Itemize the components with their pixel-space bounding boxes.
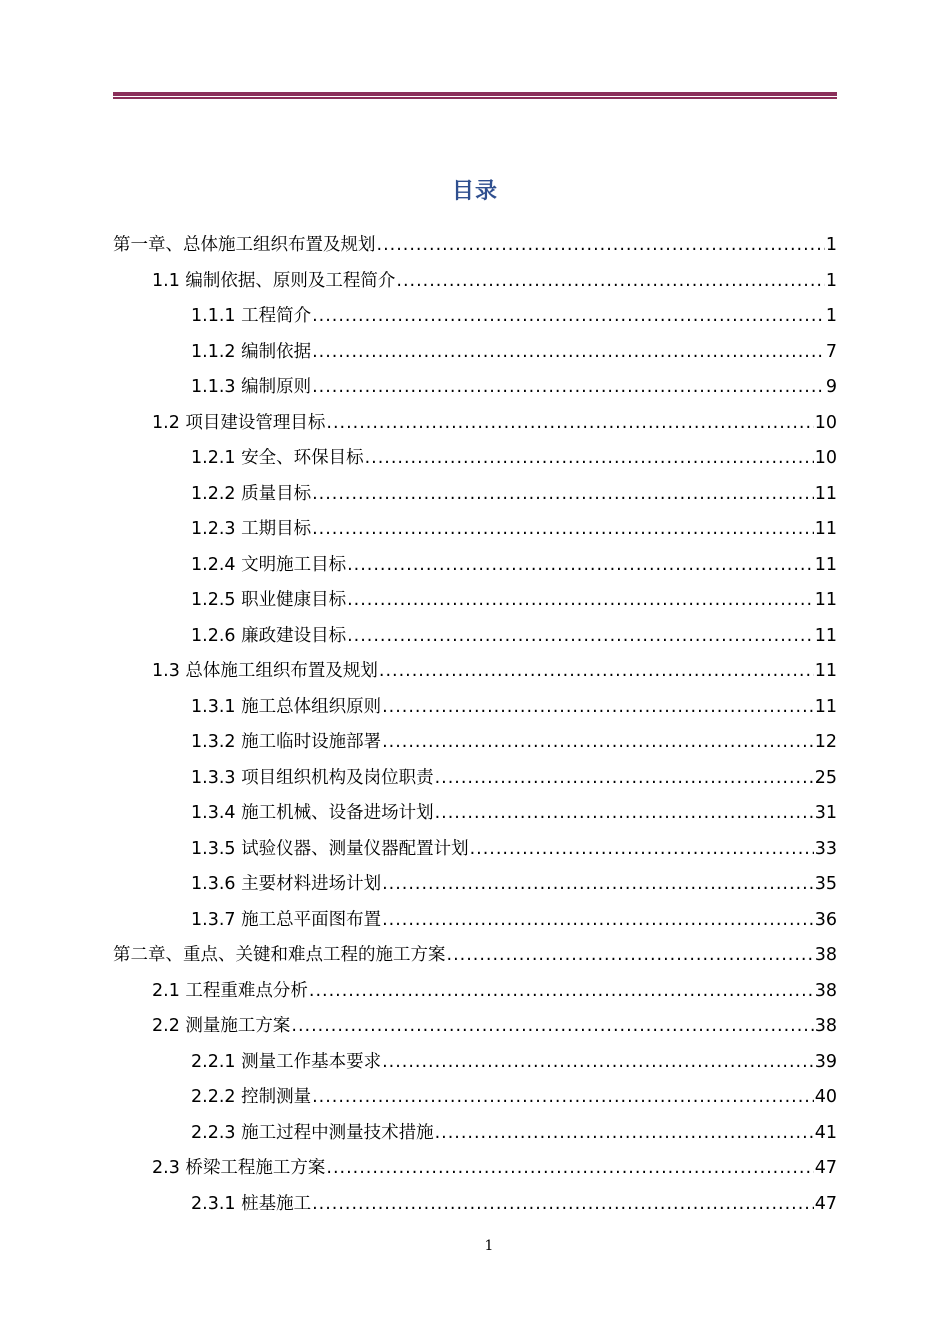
toc-entry[interactable] [113, 406, 837, 442]
toc-dot-leader [312, 299, 825, 335]
toc-entry[interactable] [113, 619, 837, 655]
toc-entry[interactable] [113, 1080, 837, 1116]
toc-entry-label: 1.2.4 文明施工目标 [191, 554, 347, 575]
toc-entry-page: 1 [825, 306, 837, 326]
toc-dot-leader [382, 725, 814, 761]
toc-dot-leader [312, 512, 814, 548]
toc-entry-label: 1.1.1 工程简介 [191, 306, 312, 326]
toc-entry-page: 10 [814, 448, 837, 468]
toc-entry-label: 第二章、重点、关键和难点工程的施工方案 [113, 945, 446, 965]
toc-entry[interactable] [113, 583, 837, 619]
toc-entry[interactable] [113, 938, 837, 974]
toc-dot-leader [309, 974, 814, 1010]
toc-entry[interactable] [113, 299, 837, 335]
toc-entry-page: 11 [814, 625, 837, 646]
toc-entry-page: 38 [814, 1016, 837, 1036]
toc-entry-label: 1.3.1 施工总体组织原则 [191, 696, 382, 717]
toc-entry[interactable] [113, 690, 837, 726]
toc-entry-label: 2.2 测量施工方案 [152, 1016, 291, 1036]
page-title: 目录 [451, 179, 498, 204]
toc-dot-leader [347, 548, 814, 584]
toc-entry-page: 12 [814, 732, 837, 752]
table-of-contents [113, 228, 837, 1222]
toc-entry-page: 38 [814, 945, 837, 965]
toc-entry-page: 1 [825, 235, 837, 255]
toc-entry[interactable] [113, 370, 837, 406]
toc-entry-page: 11 [814, 554, 837, 575]
toc-entry-label: 1.1 编制依据、原则及工程简介 [152, 270, 396, 291]
toc-entry-label: 1.3.4 施工机械、设备进场计划 [191, 803, 434, 823]
toc-dot-leader [435, 1116, 814, 1152]
toc-dot-leader [365, 441, 814, 477]
toc-entry-page: 47 [814, 1193, 837, 1214]
toc-entry[interactable] [113, 796, 837, 832]
toc-dot-leader [396, 264, 824, 300]
toc-dot-leader [326, 1151, 813, 1187]
header-rule-thick [113, 92, 837, 96]
toc-entry-label: 1.2.3 工期目标 [191, 519, 312, 539]
toc-entry-page: 31 [814, 803, 837, 823]
toc-dot-leader [312, 1187, 814, 1223]
toc-entry[interactable] [113, 903, 837, 939]
toc-entry-page: 9 [825, 377, 837, 397]
toc-dot-leader [326, 406, 813, 442]
toc-entry-page: 40 [814, 1087, 837, 1107]
toc-entry[interactable] [113, 974, 837, 1010]
toc-entry[interactable] [113, 335, 837, 371]
toc-dot-leader [347, 583, 814, 619]
toc-entry[interactable] [113, 725, 837, 761]
toc-dot-leader [382, 903, 814, 939]
toc-entry[interactable] [113, 1151, 837, 1187]
toc-entry-label: 第一章、总体施工组织布置及规划 [113, 235, 376, 255]
toc-entry-label: 1.2.6 廉政建设目标 [191, 625, 347, 646]
toc-entry-page: 25 [814, 767, 837, 788]
toc-entry-label: 1.3.3 项目组织机构及岗位职责 [191, 767, 434, 788]
toc-entry-page: 41 [814, 1122, 837, 1143]
toc-entry-page: 11 [814, 519, 837, 539]
toc-entry[interactable] [113, 761, 837, 797]
toc-entry-page: 11 [814, 483, 837, 504]
header-rule [113, 92, 837, 99]
toc-entry[interactable] [113, 477, 837, 513]
toc-entry-page: 1 [825, 270, 837, 291]
toc-entry-page: 11 [814, 696, 837, 717]
toc-dot-leader [347, 619, 814, 655]
toc-dot-leader [435, 796, 814, 832]
toc-entry-label: 1.1.2 编制依据 [191, 341, 312, 362]
toc-dot-leader [312, 477, 814, 513]
toc-entry-page: 10 [814, 412, 837, 433]
toc-entry-label: 1.3.2 施工临时设施部署 [191, 732, 382, 752]
toc-entry-label: 2.2.3 施工过程中测量技术措施 [191, 1122, 434, 1143]
toc-dot-leader [379, 654, 814, 690]
toc-entry-label: 1.3 总体施工组织布置及规划 [152, 661, 378, 681]
toc-entry[interactable] [113, 1116, 837, 1152]
toc-dot-leader [312, 1080, 814, 1116]
toc-entry-label: 2.2.2 控制测量 [191, 1087, 312, 1107]
toc-dot-leader [382, 690, 814, 726]
toc-entry-label: 1.3.6 主要材料进场计划 [191, 874, 382, 894]
toc-entry-label: 1.2 项目建设管理目标 [152, 412, 326, 433]
toc-entry-label: 2.1 工程重难点分析 [152, 980, 308, 1001]
toc-dot-leader [312, 370, 825, 406]
toc-entry-page: 39 [814, 1051, 837, 1072]
toc-entry-label: 1.1.3 编制原则 [191, 377, 312, 397]
toc-dot-leader [382, 867, 814, 903]
toc-dot-leader [470, 832, 814, 868]
toc-entry-label: 1.3.5 试验仪器、测量仪器配置计划 [191, 838, 469, 859]
toc-entry-page: 38 [814, 980, 837, 1001]
toc-dot-leader [382, 1045, 814, 1081]
toc-entry[interactable] [113, 1009, 837, 1045]
toc-entry[interactable] [113, 264, 837, 300]
toc-dot-leader [312, 335, 825, 371]
toc-entry-label: 1.2.5 职业健康目标 [191, 590, 347, 610]
toc-entry-label: 2.3.1 桩基施工 [191, 1193, 312, 1214]
toc-entry[interactable] [113, 441, 837, 477]
toc-entry[interactable] [113, 1187, 837, 1223]
toc-entry[interactable] [113, 228, 837, 264]
toc-entry-page: 11 [814, 590, 837, 610]
toc-entry[interactable] [113, 867, 837, 903]
toc-entry-label: 2.3 桥梁工程施工方案 [152, 1158, 326, 1178]
toc-entry[interactable] [113, 1045, 837, 1081]
toc-entry-label: 1.3.7 施工总平面图布置 [191, 909, 382, 930]
page-number: 1 [484, 1238, 494, 1254]
toc-dot-leader [447, 938, 814, 974]
toc-entry-page: 7 [825, 341, 837, 362]
toc-dot-leader [377, 228, 825, 264]
toc-entry-label: 2.2.1 测量工作基本要求 [191, 1051, 382, 1072]
toc-entry-label: 1.2.2 质量目标 [191, 483, 312, 504]
toc-dot-leader [435, 761, 814, 797]
header-rule-thin [113, 97, 837, 99]
toc-dot-leader [291, 1009, 813, 1045]
toc-entry[interactable] [113, 512, 837, 548]
toc-entry-label: 1.2.1 安全、环保目标 [191, 448, 364, 468]
toc-entry-page: 35 [814, 874, 837, 894]
toc-entry-page: 11 [814, 661, 837, 681]
toc-entry-page: 33 [814, 838, 837, 859]
toc-entry[interactable] [113, 654, 837, 690]
toc-entry[interactable] [113, 548, 837, 584]
toc-entry[interactable] [113, 832, 837, 868]
toc-entry-page: 47 [814, 1158, 837, 1178]
toc-entry-page: 36 [814, 909, 837, 930]
